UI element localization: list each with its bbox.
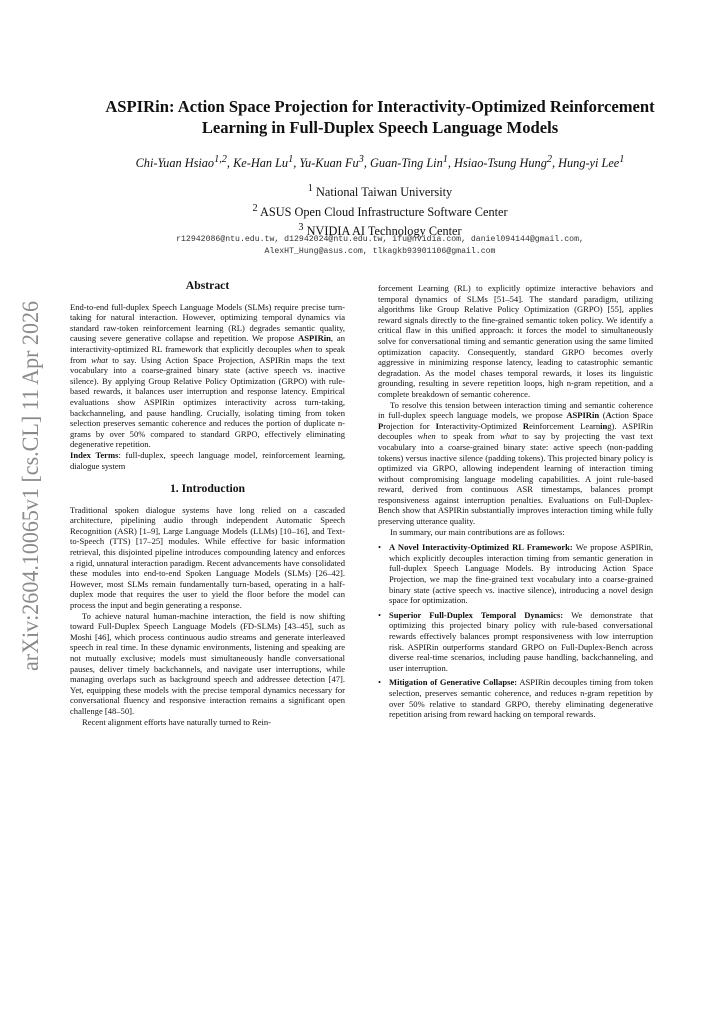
intro-paragraph-1: Traditional spoken dialogue systems have long relied on a cascaded architecture, pipelining audio through independent Automatic Speech Recognition (ASR) [1–9], Large Language Models (LLMs) [10–16], and Text-to-Speech (TTS) [17–25] modules. While effective for basic information retrieval, this disjointed pipeline introduces compounding latency and enforces a rigid, unnatural interaction paradigm. Recent advancements have consolidated these modules into end-to-end Spoken Language Models (SLMs) [26–42]. However, most SLMs remain fundamentally turn-based, operating in a half-duplex mode that requires the user to yield the floor before the model can process the input and begin generating a response. [70, 504, 345, 611]
email-line-2[interactable]: AlexHT_Hung@asus.com, tlkagkb93901106@gmail.com [264, 247, 496, 256]
intro-paragraph-3: Recent alignment efforts have naturally turned to Rein- [82, 716, 271, 727]
introduction-heading: 1. Introduction [169, 482, 246, 496]
proposal-paragraph: To resolve this tension between interaction timing and semantic coherence in full-duplex speech language models, we propose ASPIRin (Action Space Projection for Interactivity-Optimized Reinforcement Learning). ASPIRin decouples when to speak from what to say by projecting the vast text vocabulary into a coarse-grained binary state: active speech (non-padding tokens) versus inactive silence (padding tokens). This projected binary policy is optimized via GRPO, allowing independent learning of interaction timing without compromising language modeling capabilities. A joint rule-based reward, derived from continuous ASR timestamps, balances prompt responsiveness against interruption penalties. Evaluations on Full-Duplex-Bench show that ASPIRin substantially improves interaction timing while fully preserving utterance quality. [378, 399, 653, 527]
affiliation: $^2$ ASUS Open Cloud Infrastructure Software Center [252, 202, 508, 219]
contribution-item: • Superior Full-Duplex Temporal Dynamics: We demonstrate that optimizing this projected binary policy with rule-based conversational rewards effectively balances prompt responsiveness with low interruption risk. ASPIRin outperforms standard GRPO on Full-Duplex-Bench across diverse real-time scenarios, including pause handling, backchanneling, and user interruption. [378, 609, 653, 673]
email-line-1[interactable]: r12942086@ntu.edu.tw, d12942024@ntu.edu.tw, ifu@nvidia.com, daniel094144@gmail.com, [176, 235, 584, 244]
author-emails [60, 234, 700, 258]
contributions-list [378, 542, 653, 720]
affiliation: $^3$ NVIDIA AI Technology Center [298, 222, 462, 239]
arxiv-stamp-svg [2, 296, 46, 676]
author: Yu-Kuan Fu$^3$, [299, 154, 370, 171]
author: Chi-Yuan Hsiao$^{1,2}$, [135, 154, 234, 171]
paper-title [60, 96, 700, 138]
author-list [60, 154, 700, 171]
index-terms: Index Terms: full-duplex, speech language model, reinforcement learning, dialogue system [70, 449, 345, 471]
title-line-2: Learning in Full-Duplex Speech Language Models [201, 118, 559, 137]
left-column [70, 281, 345, 727]
abstract-heading: Abstract [185, 279, 230, 292]
right-column [378, 283, 653, 724]
author: Hsiao-Tsung Hung$^2$, [454, 154, 559, 171]
author: Guan-Ting Lin$^1$, [369, 154, 455, 171]
title-line-1: ASPIRin: Action Space Projection for Interactivity-Optimized Reinforcement [105, 97, 655, 116]
affiliation-list [60, 181, 700, 240]
rl-paragraph: forcement Learning (RL) to explicitly optimize interactive behaviors and temporal dynamics of SLMs [51–54]. The standard paradigm, utilizing algorithms like Group Relative Policy Optimization (GRPO) [55], applies reward signals directly to the fine-grained semantic token policy. We identify a critical flaw in this unified approach: it forces the model to simultaneously solve for conversational timing and semantic generation using the same limited optimization capacity. Consequently, standard GRPO becomes overly aggressive in minimizing response latency, leading to catastrophic semantic degradation. As the model chases temporal rewards, it loses its linguistic grounding, resulting in severe repetition loops, high n-gram repetition, and a complete breakdown of semantic coherence. [378, 283, 653, 399]
affiliation: $^1$ National Taiwan University [307, 183, 453, 200]
arxiv-stamp-text: arXiv:2604.10065v1 [cs.CL] 11 Apr 2026 [18, 296, 44, 671]
arxiv-identifier-stamp [2, 296, 46, 676]
abstract-text: End-to-end full-duplex Speech Language Models (SLMs) require precise turn-taking for natural interaction. However, optimizing temporal dynamics via standard raw-token reinforcement learning (RL) degrades semantic quality, causing severe generative collapse and repetition. We propose ASPIRin, an interactivity-optimized RL framework that explicitly decouples when to speak from what to say. Using Action Space Projection, ASPIRin maps the text vocabulary into a coarse-grained binary state (active speech vs. inactive silence). By applying Group Relative Policy Optimization (GRPO) with rule-based rewards, it balances user interruption and response latency. Empirical evaluations show ASPIRin optimizes interactivity across turn-taking, backchanneling, and pause handling. Crucially, isolating timing from token selection preserves semantic coherence and reduces the portion of duplicate n-grams by over 50% compared to standard GRPO, effectively eliminating degenerative repetition. [70, 301, 346, 450]
contribution-item: • A Novel Interactivity-Optimized RL Framework: We propose ASPIRin, which explicitly decouples interaction timing from semantic generation in full-duplex Speech Language Models. By introducing Action Space Projection, we map the fine-grained text vocabulary into a coarse-grained binary state (active speech vs. inactive silence), introducing a novel design space for optimization. [378, 542, 654, 606]
author: Hung-yi Lee$^1$ [558, 154, 625, 171]
bullet-icon: • [378, 542, 381, 553]
contribution-item: • Mitigation of Generative Collapse: ASPIRin decouples timing from token selection, preserves semantic coherence, and reduces n-gram repetition by over 50% relative to standard GRPO, thereby eliminating degenerative repetition arising from reward hacking on temporal rewards. [378, 677, 653, 720]
bullet-icon: • [378, 609, 381, 620]
author: Ke-Han Lu$^1$, [233, 154, 300, 171]
intro-paragraph-2: To achieve natural human-machine interaction, the field is now shifting toward Full-Duplex Speech Language Models (FD-SLMs) [43–45], such as Moshi [46], which process continuous audio streams and generate interleaved speech in real time. In these dynamic environments, listening and speaking are not mutually exclusive; models must simultaneously handle conversational pauses, deliver timely backchannels, and navigate user interruptions, while managing overlaps such as background speech and addressee detection [47]. Yet, equipping these models with the precise temporal dynamics necessary for conversational fluency and responsive interaction remains a significant open challenge [48–50]. [70, 610, 345, 716]
bullet-icon: • [378, 677, 381, 688]
contributions-intro: In summary, our main contributions are as follows: [390, 526, 565, 537]
